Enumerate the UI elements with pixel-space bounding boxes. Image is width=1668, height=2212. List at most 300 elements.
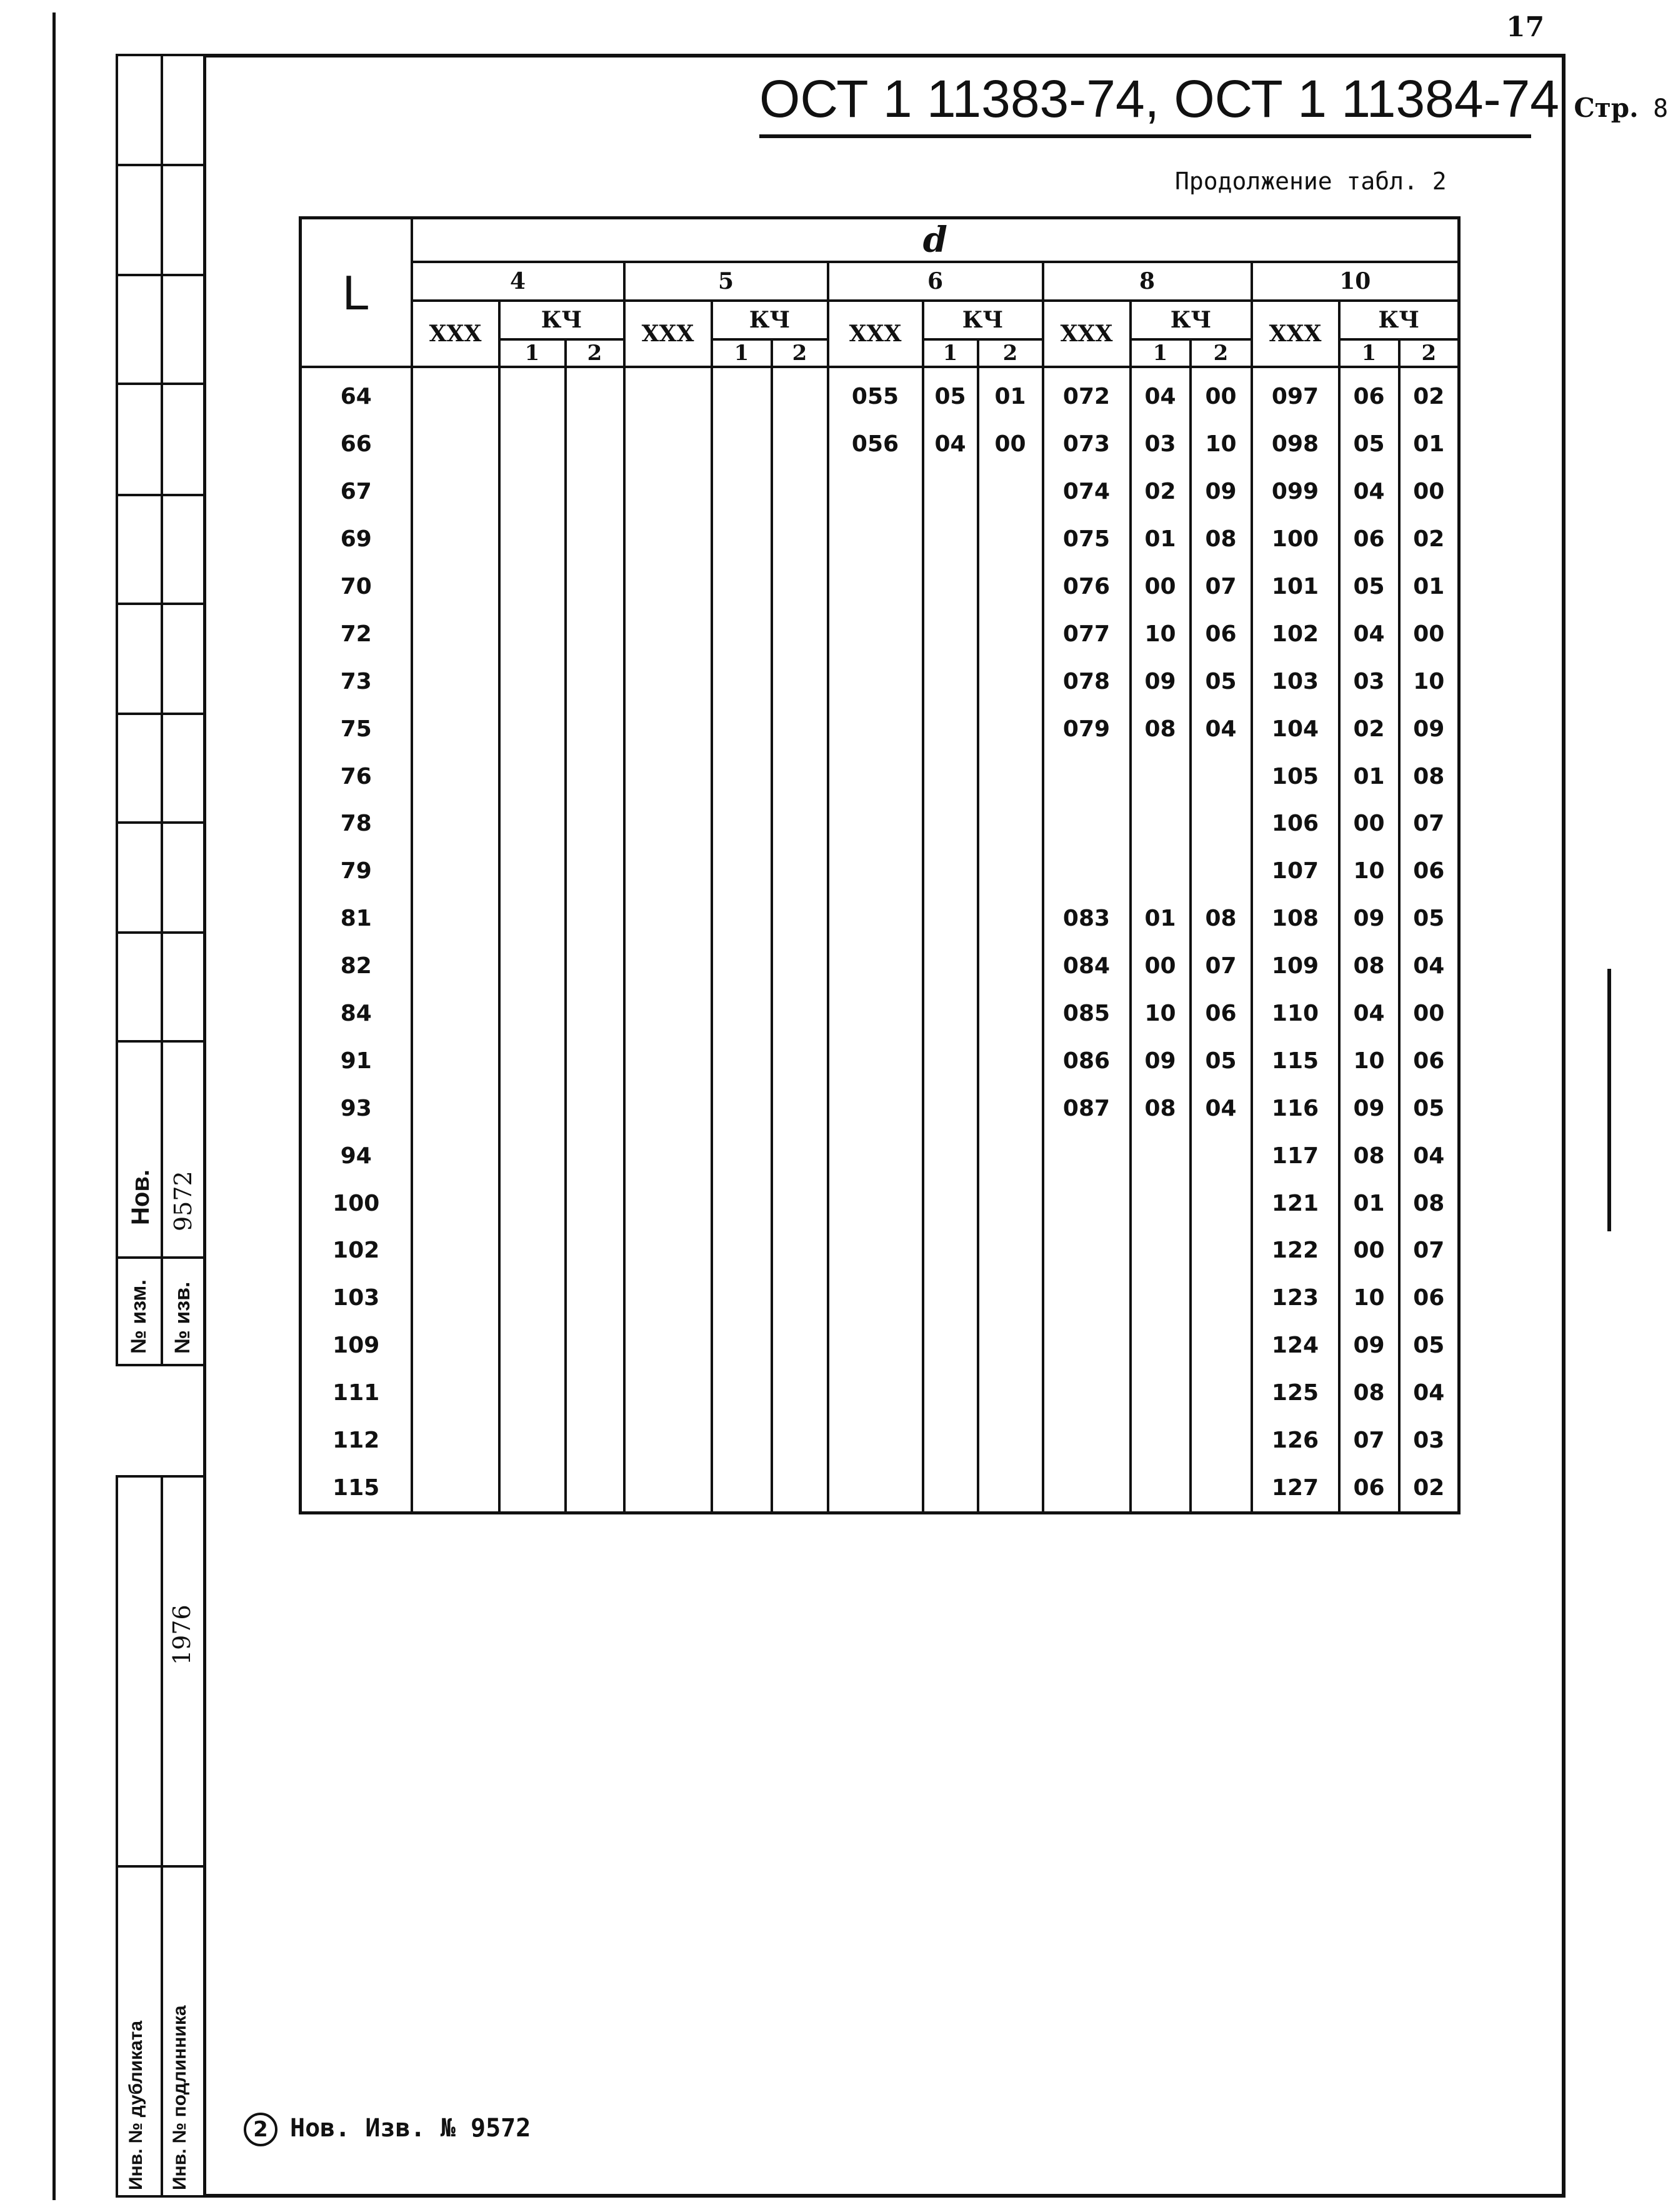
table-cell: 08 [1399,1179,1459,1227]
cell-L: 78 [301,800,412,848]
table-cell: 08 [1131,1084,1191,1132]
table-cell: 00 [1399,990,1459,1038]
page-number: 8 [1653,94,1668,123]
table-cell [712,848,772,895]
table-cell: 10 [1339,848,1399,895]
table-cell: 099 [1252,468,1339,516]
table-row [301,1369,1459,1417]
table-cell: 02 [1339,705,1399,753]
table-cell: 073 [1043,421,1131,468]
table-cell [566,516,624,563]
page-label: Стр. [1574,93,1639,123]
table-cell [1191,1132,1252,1179]
table-cell: 084 [1043,943,1131,990]
table-cell [412,658,499,705]
table-row [301,895,1459,943]
table-cell: 124 [1252,1322,1339,1369]
table-cell [624,1464,712,1513]
header-kch-2: 2 [1399,339,1459,367]
table-cell [412,800,499,848]
table-cell [566,421,624,468]
revision-note [244,2113,531,2146]
table-cell [566,610,624,658]
table-cell [499,800,566,848]
table-cell: 122 [1252,1227,1339,1274]
table-cell [566,1322,624,1369]
right-edge-mark [1607,969,1611,1231]
table-cell [1191,1274,1252,1322]
table-cell [712,1322,772,1369]
table-cell [828,943,923,990]
table-cell: 05 [1339,563,1399,611]
revision-note-text: Нов. Изв. № 9572 [290,2114,531,2143]
table-row [301,367,1459,421]
table-cell [624,658,712,705]
table-row [301,468,1459,516]
table-cell: 09 [1339,1084,1399,1132]
table-cell: 00 [1131,943,1191,990]
header-group-5: 5 [624,262,828,301]
side-label-nov-num: 9572 [169,1171,197,1231]
table-cell: 106 [1252,800,1339,848]
table-cell: 05 [1399,1322,1459,1369]
table-cell: 01 [1131,516,1191,563]
table-cell [499,1369,566,1417]
table-cell [772,1369,828,1417]
table-cell [772,610,828,658]
cell-L: 75 [301,705,412,753]
table-cell [923,1227,978,1274]
table-cell [624,1322,712,1369]
table-cell: 00 [1399,468,1459,516]
table-cell [566,658,624,705]
table-cell [412,1322,499,1369]
table-cell [978,753,1043,800]
table-cell [923,1274,978,1322]
table-cell [712,367,772,421]
table-cell: 077 [1043,610,1131,658]
table-cell [772,563,828,611]
table-cell: 00 [1339,800,1399,848]
table-cell: 105 [1252,753,1339,800]
table-cell [978,1227,1043,1274]
table-cell [412,848,499,895]
table-cell [923,1369,978,1417]
table-cell [499,895,566,943]
document-header [759,69,1668,138]
table-cell [624,705,712,753]
table-cell [828,990,923,1038]
table-cell: 05 [1339,421,1399,468]
table-cell: 078 [1043,658,1131,705]
table-cell [923,658,978,705]
table-cell: 07 [1399,800,1459,848]
table-cell [923,1132,978,1179]
table-row [301,1037,1459,1084]
table-cell [1191,1417,1252,1464]
table-cell: 08 [1131,705,1191,753]
table-cell [923,1084,978,1132]
table-cell: 126 [1252,1417,1339,1464]
table-row [301,1084,1459,1132]
table-cell [923,705,978,753]
header-xxx: XXX [624,301,712,367]
table-cell [772,848,828,895]
table-cell [828,563,923,611]
table-cell: 06 [1399,1037,1459,1084]
table-cell [499,1132,566,1179]
table-cell [566,1084,624,1132]
table-cell [566,1274,624,1322]
table-cell [828,1369,923,1417]
table-cell: 01 [1399,421,1459,468]
cell-L: 94 [301,1132,412,1179]
table-cell: 09 [1191,468,1252,516]
standard-title: ОСТ 1 11383-74, ОСТ 1 11384-74 [759,69,1560,128]
table-cell [828,1227,923,1274]
table-cell [828,1132,923,1179]
table-cell [1043,800,1131,848]
revision-circle: 2 [244,2113,277,2146]
table-cell: 00 [978,421,1043,468]
table-cell [978,1274,1043,1322]
table-cell: 01 [1339,1179,1399,1227]
header-kch-2: 2 [978,339,1043,367]
table-cell [772,1037,828,1084]
table-cell [1191,800,1252,848]
table-cell [1191,753,1252,800]
table-cell: 09 [1131,1037,1191,1084]
table-cell [499,421,566,468]
table-cell [772,1179,828,1227]
table-cell [772,753,828,800]
side-label-inv-podl: Инв. № подлинника [169,2005,190,2190]
table-cell [772,1322,828,1369]
cell-L: 93 [301,1084,412,1132]
table-cell [624,895,712,943]
table-row [301,1227,1459,1274]
table-cell [412,563,499,611]
side-label-n-izm: № изм. [127,1279,151,1354]
table-cell [712,1084,772,1132]
table-cell: 09 [1339,1322,1399,1369]
table-cell [566,1132,624,1179]
table-cell: 05 [1191,658,1252,705]
cell-L: 102 [301,1227,412,1274]
cell-L: 72 [301,610,412,658]
table-cell [828,753,923,800]
table-cell [978,1322,1043,1369]
table-cell [624,943,712,990]
table-cell [772,705,828,753]
table-cell [566,1369,624,1417]
table-cell [1131,1369,1191,1417]
table-cell [828,658,923,705]
table-cell [412,1132,499,1179]
table-cell [978,895,1043,943]
header-kch-1: 1 [1339,339,1399,367]
table-cell [1043,1322,1131,1369]
table-cell [712,1417,772,1464]
table-cell [712,563,772,611]
table-cell: 04 [923,421,978,468]
table-cell [624,563,712,611]
table-cell: 117 [1252,1132,1339,1179]
table-cell [712,705,772,753]
table-cell: 121 [1252,1179,1339,1227]
table-cell: 04 [1339,610,1399,658]
table-cell: 074 [1043,468,1131,516]
table-cell [828,800,923,848]
page-left-border [52,13,56,2200]
table-cell [412,1227,499,1274]
side-label-year: 1976 [168,1604,196,1665]
table-cell [712,468,772,516]
table-cell [1131,1179,1191,1227]
table-cell [772,421,828,468]
table-cell [566,563,624,611]
table-cell [712,1227,772,1274]
table-cell [772,800,828,848]
table-cell: 097 [1252,367,1339,421]
table-cell [566,943,624,990]
table-cell: 04 [1339,990,1399,1038]
table-cell [624,1369,712,1417]
table-cell: 05 [1191,1037,1252,1084]
cell-L: 67 [301,468,412,516]
table-cell [566,895,624,943]
table-cell [772,1132,828,1179]
table-cell [499,1274,566,1322]
cell-L: 79 [301,848,412,895]
table-cell [499,1084,566,1132]
table-cell [923,848,978,895]
table-cell: 02 [1399,516,1459,563]
cell-L: 81 [301,895,412,943]
table-cell [1191,1227,1252,1274]
table-cell [412,705,499,753]
cell-L: 76 [301,753,412,800]
table-cell: 116 [1252,1084,1339,1132]
table-cell [624,800,712,848]
table-cell [412,1464,499,1513]
table-cell: 085 [1043,990,1131,1038]
table-cell [566,367,624,421]
header-kch: КЧ [712,301,828,339]
table-cell [499,990,566,1038]
table-row [301,705,1459,753]
table-cell: 098 [1252,421,1339,468]
header-kch: КЧ [923,301,1043,339]
table-cell [978,1132,1043,1179]
table-cell [923,610,978,658]
table-cell: 02 [1399,367,1459,421]
cell-L: 111 [301,1369,412,1417]
table-cell [772,516,828,563]
table-cell [499,705,566,753]
table-cell [412,753,499,800]
table-cell [1131,800,1191,848]
table-cell [412,1084,499,1132]
table-cell [412,1037,499,1084]
table-cell: 08 [1191,516,1252,563]
table-cell: 127 [1252,1464,1339,1513]
table-cell: 107 [1252,848,1339,895]
header-kch-1: 1 [923,339,978,367]
table-cell: 09 [1399,705,1459,753]
table-cell [412,990,499,1038]
table-cell: 06 [1339,516,1399,563]
cell-L: 73 [301,658,412,705]
table-cell [712,658,772,705]
table-cell [566,1464,624,1513]
table-cell: 04 [1191,1084,1252,1132]
table-cell: 05 [923,367,978,421]
table-cell [1043,753,1131,800]
table-cell: 10 [1399,658,1459,705]
table-cell [624,421,712,468]
table-cell [772,1227,828,1274]
cell-L: 82 [301,943,412,990]
table-cell: 079 [1043,705,1131,753]
table-row [301,563,1459,611]
table-cell [499,516,566,563]
header-group-10: 10 [1252,262,1459,301]
table-cell: 109 [1252,943,1339,990]
table-cell: 05 [1399,1084,1459,1132]
table-cell [412,943,499,990]
table-cell: 056 [828,421,923,468]
table-cell: 087 [1043,1084,1131,1132]
table-cell [624,468,712,516]
table-cell [923,895,978,943]
header-L: L [301,218,412,368]
table-cell [978,705,1043,753]
table-cell [1131,1227,1191,1274]
table-cell [1131,1274,1191,1322]
table-cell [566,468,624,516]
table-row [301,848,1459,895]
table-cell [978,516,1043,563]
table-cell: 104 [1252,705,1339,753]
header-group-6: 6 [828,262,1043,301]
data-table [299,216,1461,1514]
table-cell: 055 [828,367,923,421]
table-cell: 04 [1131,367,1191,421]
table-cell: 076 [1043,563,1131,611]
table-cell [828,1037,923,1084]
table-cell [923,1179,978,1227]
table-cell [1131,1322,1191,1369]
table-cell [772,895,828,943]
header-xxx: XXX [412,301,499,367]
table-cell [412,421,499,468]
table-cell [978,1369,1043,1417]
table-cell [712,943,772,990]
table-cell [1131,753,1191,800]
table-cell [978,563,1043,611]
header-group-4: 4 [412,262,624,301]
table-cell [412,1417,499,1464]
table-cell [828,1417,923,1464]
table-cell [624,367,712,421]
table-cell [499,1417,566,1464]
table-cell [712,1037,772,1084]
header-kch-2: 2 [772,339,828,367]
table-row [301,1132,1459,1179]
table-cell [1043,1179,1131,1227]
table-cell: 110 [1252,990,1339,1038]
table-cell [772,1084,828,1132]
table-row [301,658,1459,705]
header-kch-1: 1 [499,339,566,367]
table-cell [499,943,566,990]
table-cell [566,990,624,1038]
table-cell [566,705,624,753]
table-cell [1131,1417,1191,1464]
table-cell [412,895,499,943]
table-cell [624,516,712,563]
table-cell: 10 [1339,1274,1399,1322]
cell-L: 103 [301,1274,412,1322]
table-cell: 115 [1252,1037,1339,1084]
table-cell [828,1084,923,1132]
table-cell [712,1464,772,1513]
table-cell: 06 [1339,367,1399,421]
table-cell [1131,1132,1191,1179]
table-cell [712,1132,772,1179]
table-cell [978,1464,1043,1513]
table-cell [499,1464,566,1513]
table-cell: 10 [1131,610,1191,658]
table-cell: 07 [1399,1227,1459,1274]
header-xxx: XXX [828,301,923,367]
table-cell [412,1274,499,1322]
table-row [301,1179,1459,1227]
table-cell [566,848,624,895]
table-cell: 101 [1252,563,1339,611]
table-cell [1191,1464,1252,1513]
table-cell: 00 [1191,367,1252,421]
table-cell [1043,1417,1131,1464]
table-cell [978,1417,1043,1464]
header-kch-1: 1 [1131,339,1191,367]
table-cell [772,1464,828,1513]
table-cell: 086 [1043,1037,1131,1084]
cell-L: 70 [301,563,412,611]
table-cell: 100 [1252,516,1339,563]
table-cell: 04 [1191,705,1252,753]
table-cell: 00 [1339,1227,1399,1274]
table-cell [772,1417,828,1464]
header-kch: КЧ [499,301,624,339]
table-cell [624,1132,712,1179]
header-kch: КЧ [1339,301,1459,339]
table-cell [412,610,499,658]
table-cell: 00 [1399,610,1459,658]
table-cell [412,1369,499,1417]
table-cell [828,1274,923,1322]
table-cell [499,658,566,705]
table-cell: 06 [1191,610,1252,658]
table-cell [499,1322,566,1369]
table-cell [923,800,978,848]
table-cell [978,800,1043,848]
table-cell: 02 [1131,468,1191,516]
table-cell [828,1179,923,1227]
table-cell: 04 [1339,468,1399,516]
table-row [301,990,1459,1038]
